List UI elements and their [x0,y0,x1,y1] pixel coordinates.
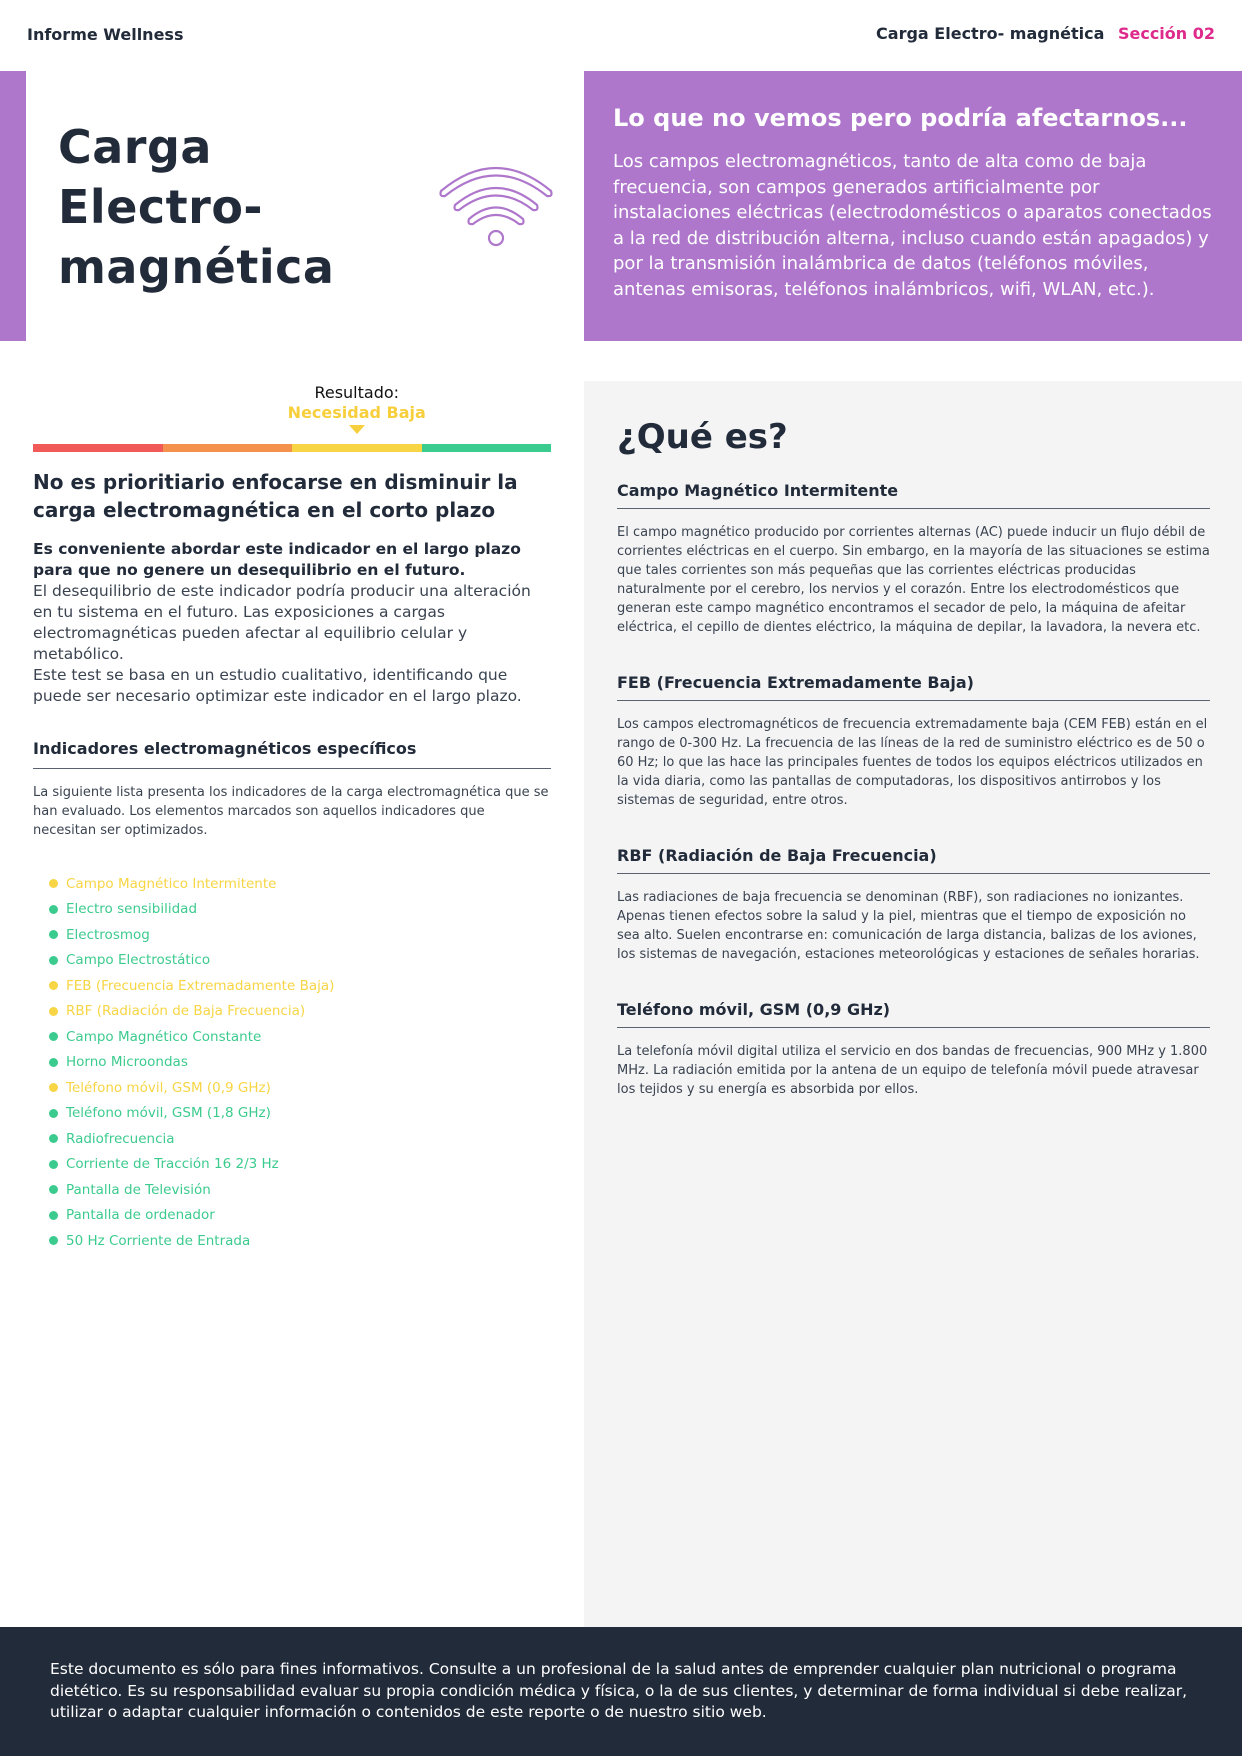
info-block [617,1000,1210,1099]
info-block-text: La telefonía móvil digital utiliza el servicio en dos bandas de frecuencias, 900 MHz y 1.800 MHz. La radiación emitida por la antena de un equipo de telefonía móvil puede atravesar los tejidos y su energía es absorbida por ellos. [617,1044,1208,1097]
main-text: Este test se basa en un estudio cualitativo, identificando que puede ser necesario optimizar este indicador en el largo plazo. [33,666,522,705]
indicator-label: 50 Hz Corriente de Entrada [66,1232,251,1249]
list-item [49,1177,551,1203]
list-item [49,1050,551,1076]
indicators-description: La siguiente lista presenta los indicadores de la carga electromagnética que se han evaluado. Los elementos marcados son aquellos indicadores que necesitan ser optimizados. [33,785,549,838]
status-dot-icon [49,1032,58,1041]
result-level: Necesidad Baja [287,403,426,422]
indicator-label: Campo Magnético Constante [66,1028,262,1045]
brand-name: Informe Wellness [27,25,184,44]
hero-title-panel [26,71,584,341]
what-is-heading: ¿Qué es? [617,417,788,457]
list-item [49,1228,551,1254]
list-item [49,897,551,923]
hero-intro-panel [584,71,1242,341]
info-block-title: FEB (Frecuencia Extremadamente Baja) [617,673,1210,701]
indicator-label: Electro sensibilidad [66,901,198,918]
indicator-label: Campo Electrostático [66,952,211,969]
indicator-label: Teléfono móvil, GSM (1,8 GHz) [66,1105,271,1122]
status-dot-icon [49,905,58,914]
page-title-line: magnética [58,240,335,294]
info-block [617,673,1210,810]
result-label: Resultado: [314,383,400,402]
indicator-label: RBF (Radiación de Baja Frecuencia) [66,1003,306,1020]
info-block-title: Campo Magnético Intermitente [617,481,1210,509]
indicator-label: Pantalla de ordenador [66,1207,215,1224]
info-block-title: RBF (Radiación de Baja Frecuencia) [617,846,1210,874]
info-block-title: Teléfono móvil, GSM (0,9 GHz) [617,1000,1210,1028]
list-item [49,1075,551,1101]
section-title: Carga Electro- magnética [876,24,1105,43]
indicator-label: Horno Microondas [66,1054,188,1071]
list-item [49,1024,551,1050]
indicator-label: Electrosmog [66,926,150,943]
status-dot-icon [49,1185,58,1194]
page-header [0,0,1242,71]
section-label [876,24,1215,43]
page-title-line: Carga [58,120,212,174]
list-item [49,973,551,999]
info-block [617,846,1210,964]
result-box [163,383,552,434]
indicator-label: Corriente de Tracción 16 2/3 Hz [66,1156,279,1173]
list-item [49,1101,551,1127]
page-title [58,117,334,297]
gauge-segment [422,444,552,452]
indicators-heading: Indicadores electromagnéticos específicos [33,739,551,769]
status-dot-icon [49,879,58,888]
status-dot-icon [49,1109,58,1118]
list-item [49,948,551,974]
list-item [49,922,551,948]
list-item [49,1126,551,1152]
wifi-icon [438,159,554,247]
indicators-list [33,871,551,1254]
info-block-text: El campo magnético producido por corrientes alternas (AC) puede inducir un flujo débil de corrientes eléctricas en el cuerpo. Sin embargo, en la mayoría de las situaciones se estima que tales corrientes son más pequeñas que las corrientes eléctricas producidas naturalmente por el cerebro, los nervios y el corazón. Entre los electrodomésticos que generan este campo magnético encontramos el secador de pelo, la máquina de afeitar eléctrica, el cepillo de dientes eléctrico, la máquina de depilar, la lavadora, la nevera etc. [617,525,1210,635]
status-dot-icon [49,1058,58,1067]
list-item [49,1152,551,1178]
gauge-segment [163,444,293,452]
info-block-text: Los campos electromagnéticos de frecuencia extremadamente baja (CEM FEB) están en el rango de 0-300 Hz. La frecuencia de las líneas de la red de suministro eléctrico es de 50 o 60 Hz; lo que las hace las principales fuentes de todos los equipos eléctricos utilizados en la vida diaria, como las pantallas de computadoras, los dispositivos antirrobos y los sistemas de seguridad, entre otros. [617,717,1208,808]
section-number: Sección 02 [1117,24,1215,43]
result-marker [349,425,365,434]
list-item [49,1203,551,1229]
main-heading: No es prioritiario enfocarse en disminuir la carga electromagnética en el corto plazo [33,470,518,522]
hero-subtitle: Lo que no vemos pero podría afectarnos... [613,104,1188,132]
hero-accent-strip [0,71,26,341]
footer-disclaimer: Este documento es sólo para fines informativos. Consulte a un profesional de la salud antes de emprender cualquier plan nutricional o programa dietético. Es su responsabilidad evaluar su propia condición médica y física, o la de sus clientes, y determinar de forma individual si debe realizar, utilizar o adaptar cualquier información o contenidos de este reporte o de nuestro sitio web. [50,1660,1188,1721]
indicator-label: FEB (Frecuencia Extremadamente Baja) [66,977,335,994]
list-item [49,871,551,897]
gauge-segment [292,444,422,452]
indicator-label: Pantalla de Televisión [66,1181,211,1198]
info-block-text: Las radiaciones de baja frecuencia se denominan (RBF), son radiaciones no ionizantes. Apenas tienen efectos sobre la salud y la piel, mientras que el tiempo de exposición no sea alto. Suelen encontrarse en: comunicación de larga distancia, balizas de los aviones, los sistemas de navegación, estaciones meteorológicas y estaciones de señales horarias. [617,890,1200,962]
status-dot-icon [49,1134,58,1143]
gauge-segment [33,444,163,452]
main-bold-text: Es conveniente abordar este indicador en el largo plazo para que no genere un desequilibrio en el futuro. [33,540,521,579]
hero-description: Los campos electromagnéticos, tanto de alta como de baja frecuencia, son campos generados artificialmente por instalaciones eléctricas (electrodomésticos o aparatos conectados a la red de distribución alterna, incluso cuando están apagados) y por la transmisión inalámbrica de datos (teléfonos móviles, antenas emisoras, teléfonos inalámbricos, wifi, WLAN, etc.). [613,151,1212,300]
info-block [617,481,1210,637]
result-column [33,341,551,1254]
status-dot-icon [49,1236,58,1245]
status-dot-icon [49,1160,58,1169]
what-is-panel [584,381,1242,1627]
page-footer [0,1627,1242,1756]
list-item [49,999,551,1025]
status-dot-icon [49,1083,58,1092]
status-dot-icon [49,1007,58,1016]
page-title-line: Electro- [58,180,264,234]
main-text: El desequilibrio de este indicador podría producir una alteración en tu sistema en el futuro. Las exposiciones a cargas electromagnéticas pueden afectar al equilibrio celular y metabólico. [33,582,531,663]
status-dot-icon [49,930,58,939]
indicator-label: Teléfono móvil, GSM (0,9 GHz) [66,1079,271,1096]
indicator-label: Radiofrecuencia [66,1130,175,1147]
indicator-label: Campo Magnético Intermitente [66,875,277,892]
status-dot-icon [49,956,58,965]
status-dot-icon [49,981,58,990]
status-dot-icon [49,1211,58,1220]
result-gauge [33,444,551,452]
